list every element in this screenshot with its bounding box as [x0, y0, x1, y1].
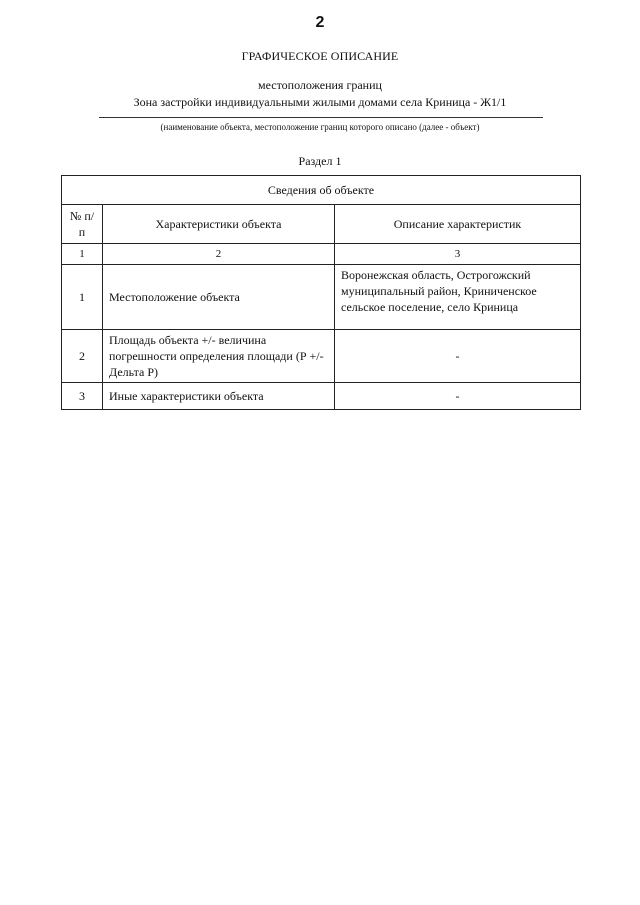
column-index-1: 1 [62, 244, 103, 265]
underline-rule [99, 117, 543, 118]
column-index-2: 2 [103, 244, 335, 265]
row-number: 2 [62, 330, 103, 383]
column-index-row [62, 244, 581, 265]
row-number: 1 [62, 265, 103, 330]
column-header-characteristic: Характеристики объекта [103, 205, 335, 244]
row-description: - [335, 330, 581, 383]
object-info-table [61, 175, 581, 410]
caption-note: (наименование объекта, местоположение границ которого описано (далее - объект) [160, 122, 480, 132]
table-row [62, 265, 581, 330]
column-header-num: № п/п [62, 205, 103, 244]
table-row [62, 330, 581, 383]
column-index-3: 3 [335, 244, 581, 265]
table-header-cell: Сведения об объекте [62, 176, 581, 205]
table-row [62, 383, 581, 410]
section-label: Раздел 1 [298, 154, 342, 168]
row-characteristic: Площадь объекта +/- величина погрешности определения площади (Р +/- Дельта Р) [103, 330, 335, 383]
column-headers-row [62, 205, 581, 244]
table-header-row [62, 176, 581, 205]
row-characteristic: Иные характеристики объекта [103, 383, 335, 410]
row-number: 3 [62, 383, 103, 410]
row-description: Воронежская область, Острогожский муниципальный район, Криниченское сельское поселение, село Криница [335, 265, 581, 330]
row-description: - [335, 383, 581, 410]
page-number: 2 [315, 14, 325, 31]
document-title: ГРАФИЧЕСКОЕ ОПИСАНИЕ [241, 49, 399, 63]
row-characteristic: Местоположение объекта [103, 265, 335, 330]
object-name: Зона застройки индивидуальными жилыми домами села Криница - Ж1/1 [133, 95, 507, 109]
document-subtitle: местоположения границ [258, 78, 382, 92]
column-header-description: Описание характеристик [335, 205, 581, 244]
